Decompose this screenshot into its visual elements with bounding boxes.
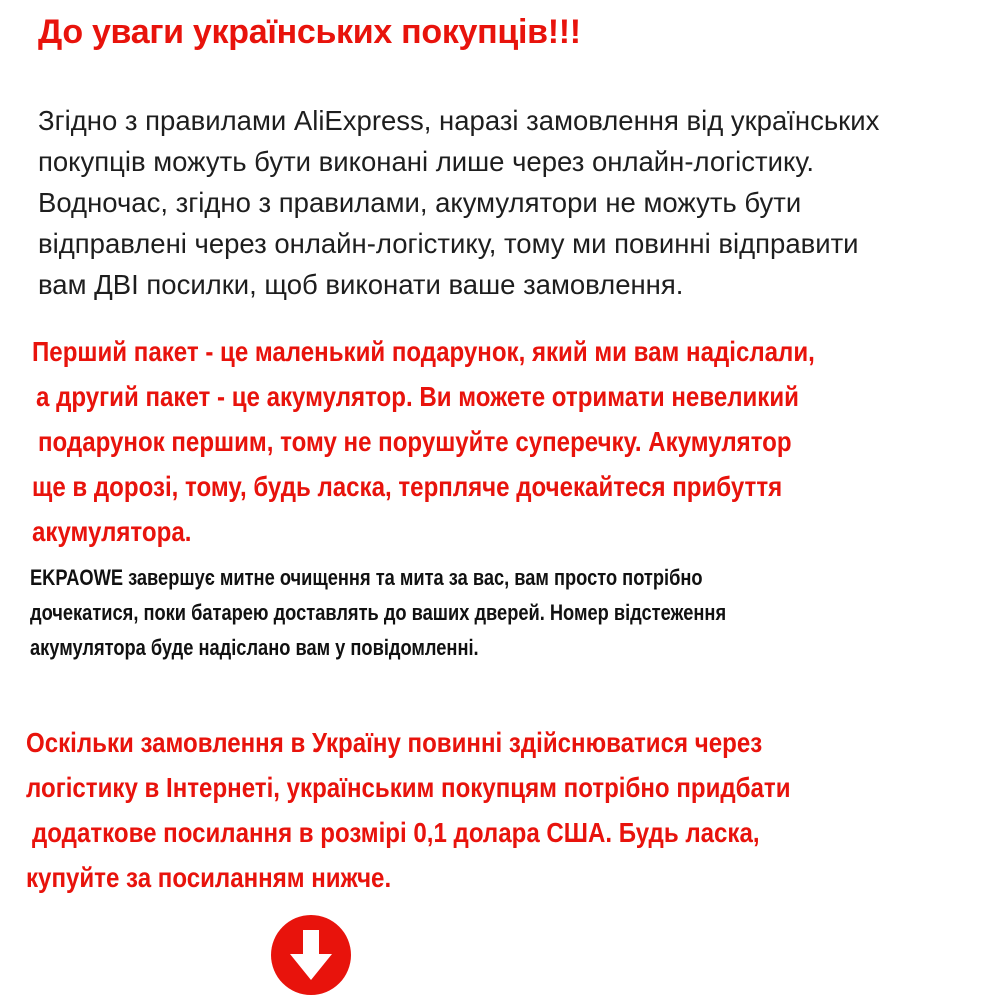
customs-line: дочекатися, поки батарею доставлять до ваших дверей. Номер відстеження xyxy=(30,600,727,625)
page-title: До уваги українських покупців!!! xyxy=(38,13,581,51)
arrow-down-circle-svg xyxy=(270,914,352,996)
packages-notice xyxy=(32,329,992,554)
intro-paragraph xyxy=(38,100,988,305)
arrow-down-circle-icon[interactable] xyxy=(270,914,352,996)
extra-link-line: купуйте за посиланням нижче. xyxy=(26,862,392,893)
extra-link-notice xyxy=(26,720,986,900)
packages-notice-line: подарунок першим, тому не порушуйте суперечку. Акумулятор xyxy=(38,426,792,457)
packages-notice-line: ще в дорозі, тому, будь ласка, терпляче дочекайтеся прибуття xyxy=(32,471,783,502)
customs-paragraph xyxy=(30,560,990,665)
extra-link-line: Оскільки замовлення в Україну повинні здійснюватися через xyxy=(26,727,763,758)
intro-line: Водночас, згідно з правилами, акумулятори не можуть бути xyxy=(38,187,802,218)
intro-line: покупців можуть бути виконані лише через онлайн-логістику. xyxy=(38,146,814,177)
packages-notice-line: а другий пакет - це акумулятор. Ви можете отримати невеликий xyxy=(36,381,799,412)
intro-line: Згідно з правилами AliExpress, наразі замовлення від українських xyxy=(38,105,880,136)
extra-link-line: додаткове посилання в розмірі 0,1 долара США. Будь ласка, xyxy=(32,817,760,848)
customs-line: EKPAOWE завершує митне очищення та мита за вас, вам просто потрібно xyxy=(30,565,703,590)
packages-notice-line: Перший пакет - це маленький подарунок, який ми вам надіслали, xyxy=(32,336,815,367)
customs-line: акумулятора буде надіслано вам у повідомленні. xyxy=(30,635,479,660)
extra-link-line: логістику в Інтернеті, українським покупцям потрібно придбати xyxy=(26,772,791,803)
intro-line: відправлені через онлайн-логістику, тому ми повинні відправити xyxy=(38,228,859,259)
intro-line: вам ДВІ посилки, щоб виконати ваше замовлення. xyxy=(38,269,684,300)
packages-notice-line: акумулятора. xyxy=(32,516,192,547)
